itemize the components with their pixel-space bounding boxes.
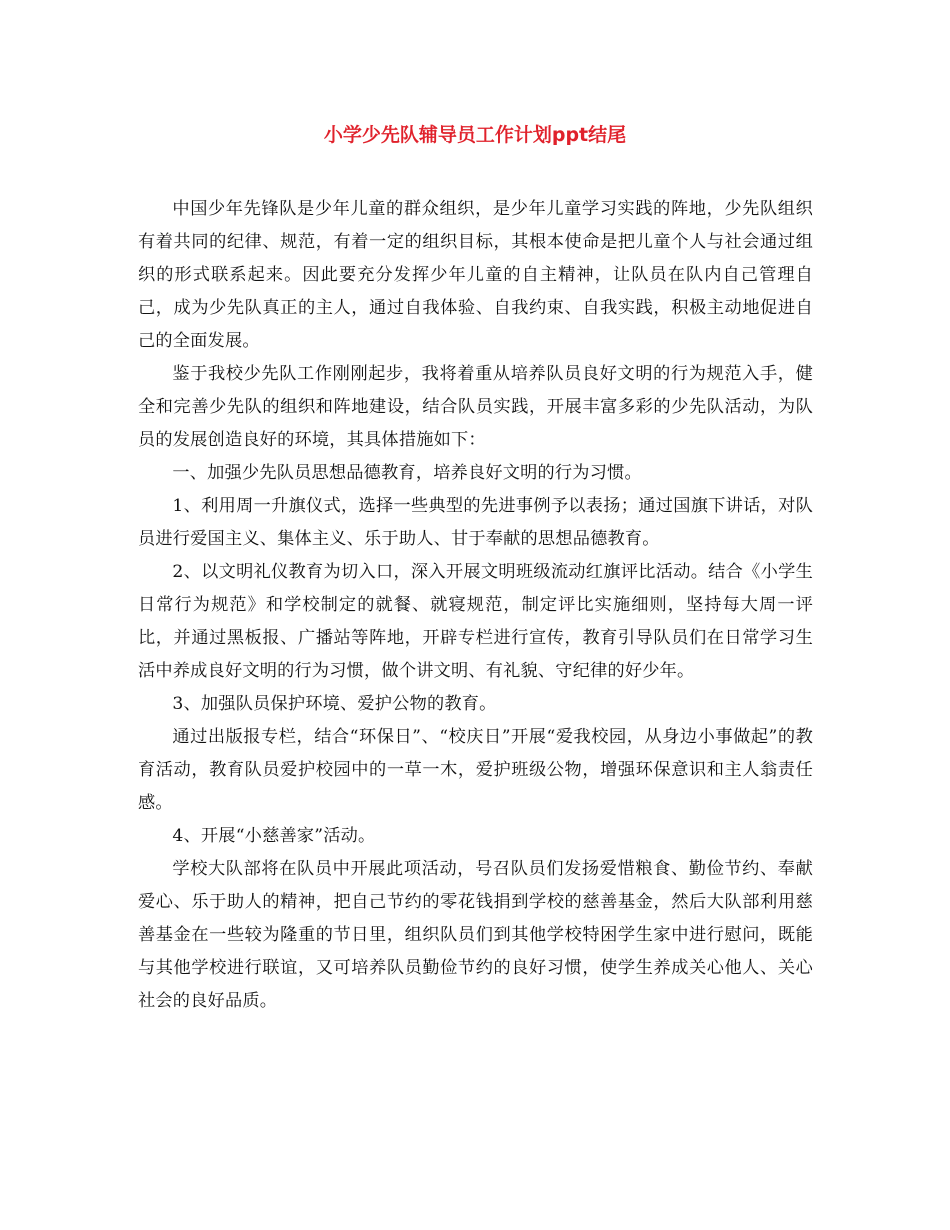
- list-item: 3、加强队员保护环境、爱护公物的教育。: [172, 694, 497, 714]
- list-item: 4、开展“小慈善家”活动。: [172, 826, 376, 846]
- paragraph: 学校大队部将在队员中开展此项活动，号召队员们发扬爱惜粮食、勤俭节约、奉献爱心、乐于助人的精神，把自己节约的零花钱捐到学校的慈善基金，然后大队部利用慈善基金在一些较为隆重的节日里，组织队员们到其他学校特困学生家中进行慰问，既能与其他学校进行联谊，又可培养队员勤俭节约的良好习惯，使学生养成关心他人、关心社会的良好品质。: [138, 859, 813, 1011]
- paragraph: 通过出版报专栏，结合“环保日”、“校庆日”开展“爱我校园，从身边小事做起”的教育活动，教育队员爱护校园中的一草一木，爱护班级公物，增强环保意识和主人翁责任感。: [138, 727, 813, 813]
- paragraph: 中国少年先锋队是少年儿童的群众组织，是少年儿童学习实践的阵地，少先队组织有着共同的纪律、规范，有着一定的组织目标，其根本使命是把儿童个人与社会通过组织的形式联系起来。因此要充分发挥少年儿童的自主精神，让队员在队内自己管理自己，成为少先队真正的主人，通过自我体验、自我约束、自我实践，积极主动地促进自己的全面发展。: [138, 199, 813, 351]
- section-heading: 一、加强少先队员思想品德教育，培养良好文明的行为习惯。: [172, 463, 642, 483]
- paragraph: 鉴于我校少先队工作刚刚起步，我将着重从培养队员良好文明的行为规范入手，健全和完善少先队的组织和阵地建设，结合队员实践，开展丰富多彩的少先队活动，为队员的发展创造良好的环境，其具体措施如下：: [138, 364, 813, 450]
- list-item: 1、利用周一升旗仪式，选择一些典型的先进事例予以表扬；通过国旗下讲话，对队员进行爱国主义、集体主义、乐于助人、甘于奉献的思想品德教育。: [138, 496, 813, 549]
- document-body: [138, 193, 813, 1018]
- list-item: 2、以文明礼仪教育为切入口，深入开展文明班级流动红旗评比活动。结合《小学生日常行为规范》和学校制定的就餐、就寝规范，制定评比实施细则，坚持每大周一评比，并通过黑板报、广播站等阵地，开辟专栏进行宣传，教育引导队员们在日常学习生活中养成良好文明的行为习惯，做个讲文明、有礼貌、守纪律的好少年。: [138, 562, 813, 681]
- document-title: 小学少先队辅导员工作计划ppt结尾: [323, 124, 627, 146]
